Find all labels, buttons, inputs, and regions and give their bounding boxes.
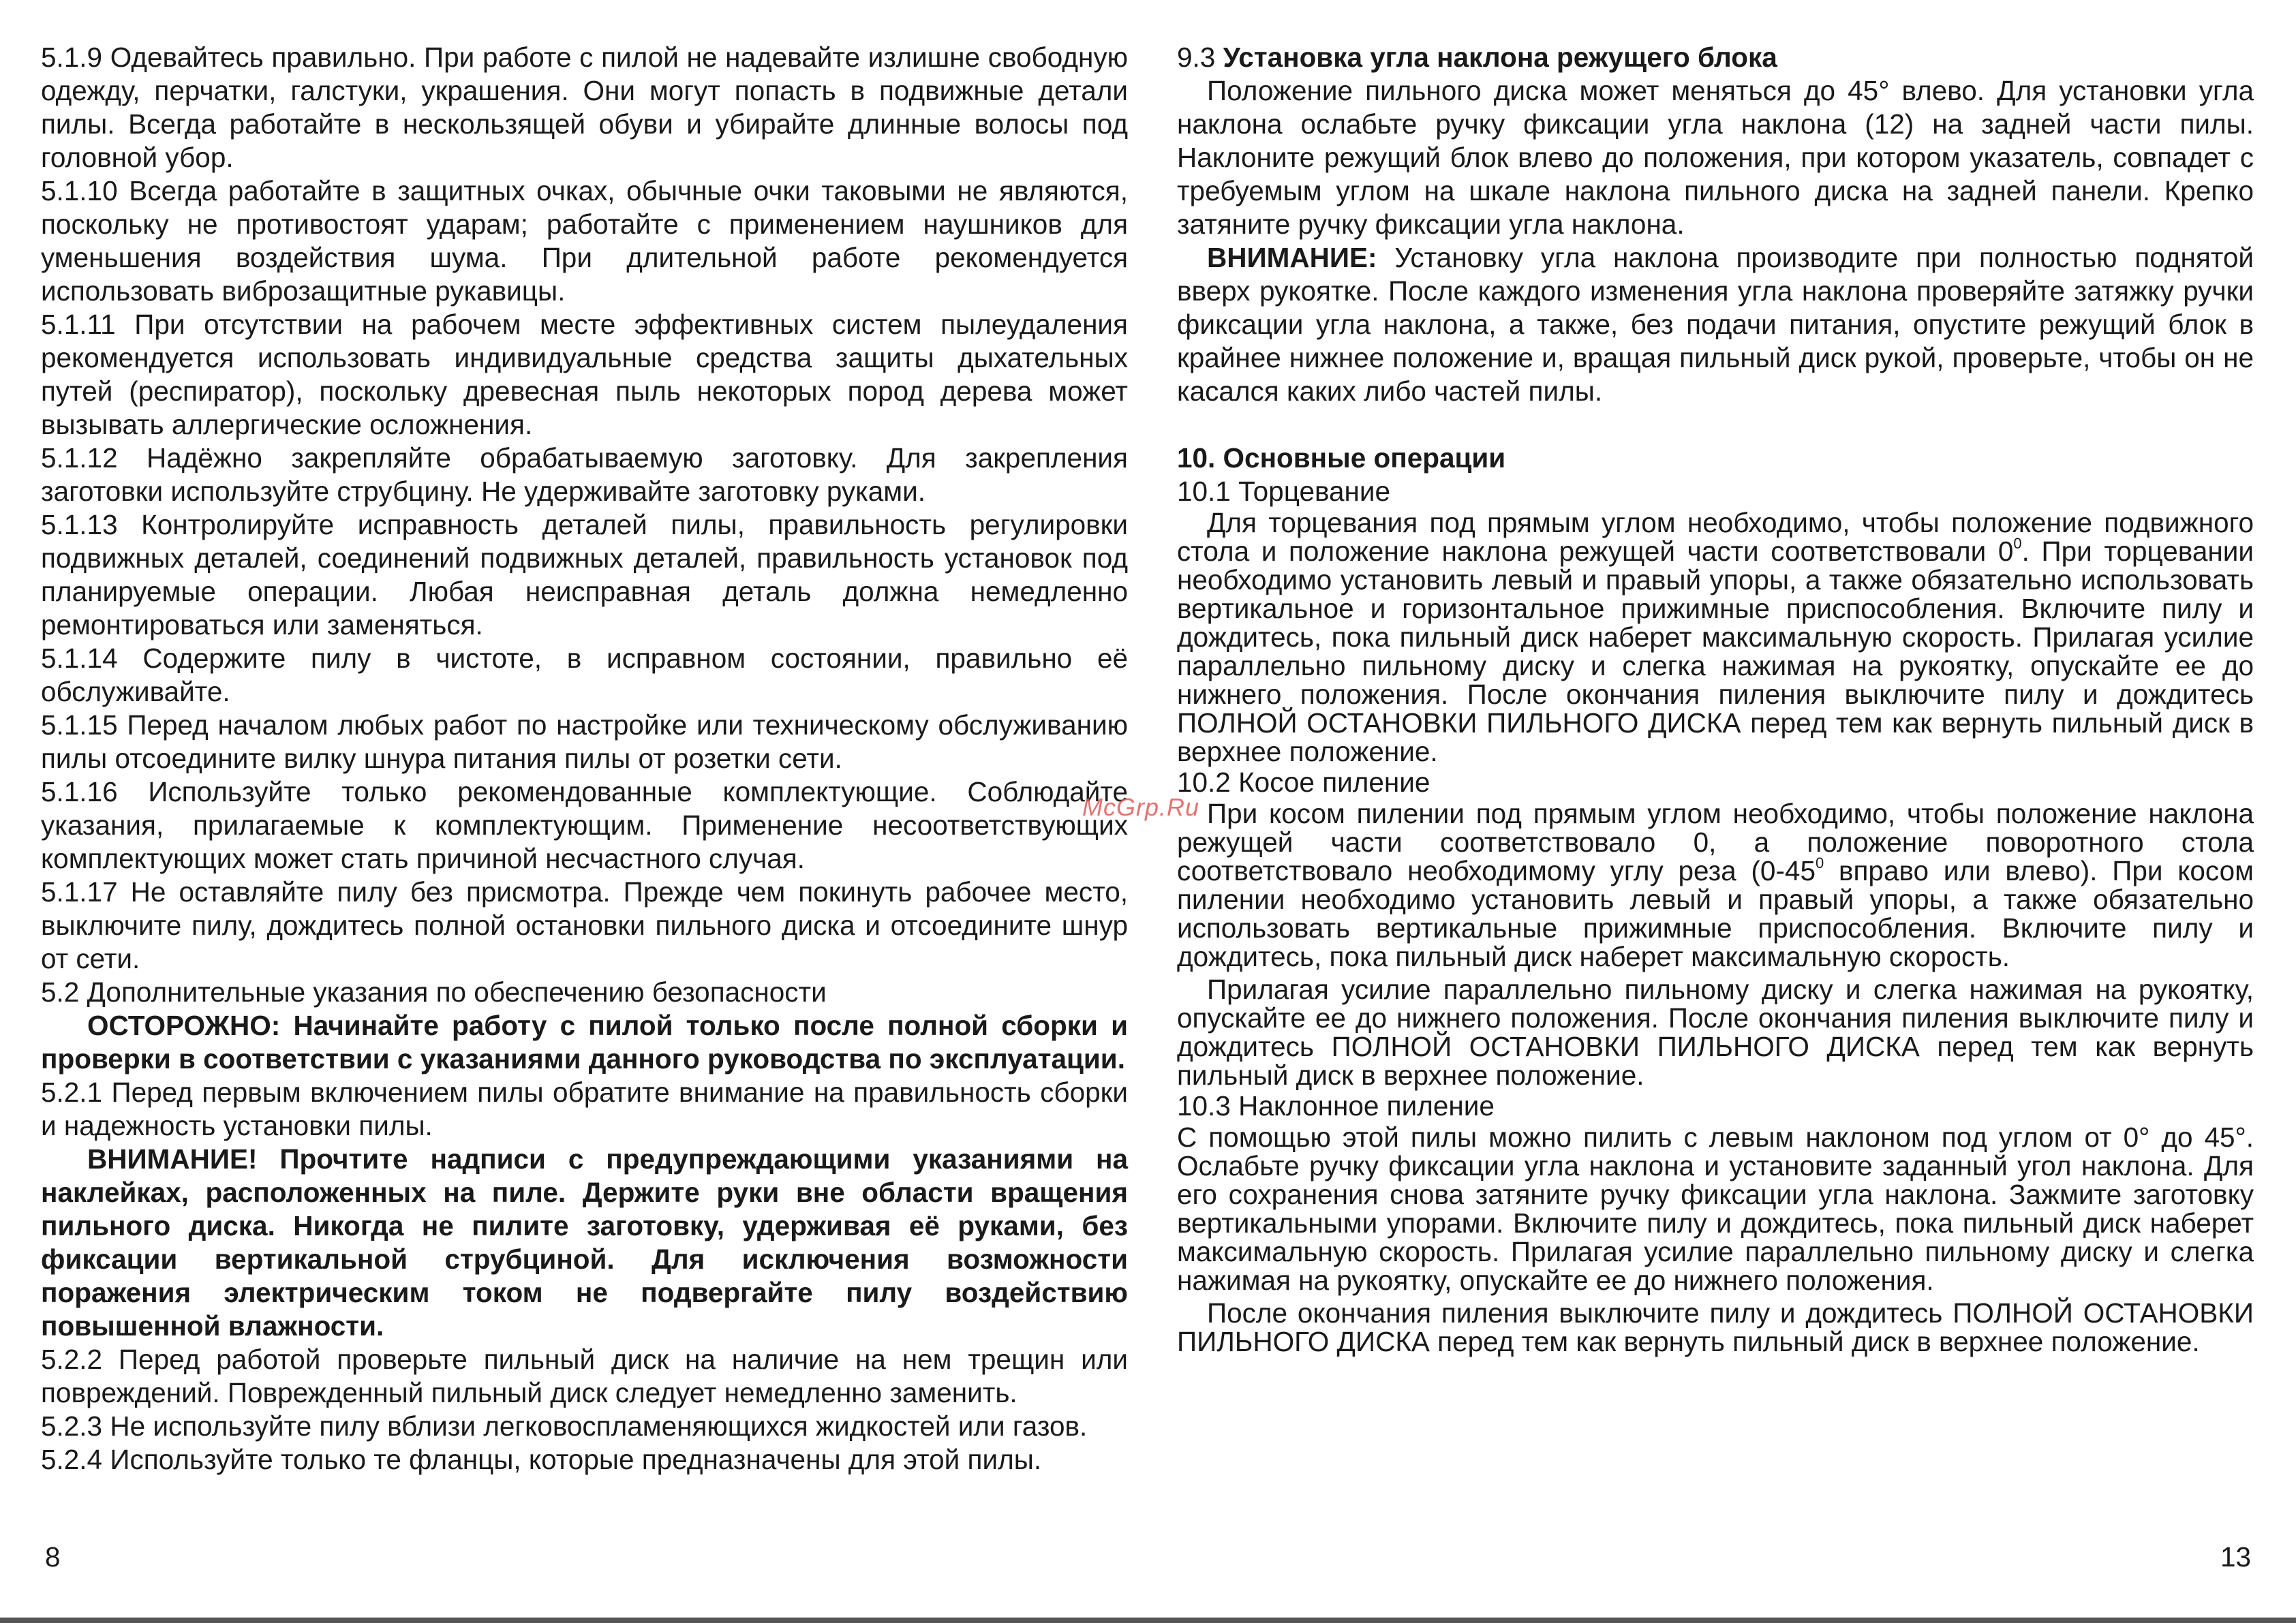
attention-note: ВНИМАНИЕ! Прочтите надписи с предупреждающими указаниями на наклейках, расположенных на пиле. Держите руки вне области вращения пильного диска. Никогда не пилите заготовку, удерживая её руками, без фиксации вертикальной струбциной. Для исключения возможности поражения электрическим током не подвергайте пилу воздействию повышенной влажности.: [41, 1143, 1128, 1342]
para-5-1-15: 5.1.15 Перед началом любых работ по настройке или техническому обслуживанию пилы отсоедините вилку шнура питания пилы от розетки сети.: [41, 709, 1128, 774]
section-10-2-body: [1177, 799, 2254, 971]
para-5-1-11: 5.1.11 При отсутствии на рабочем месте эффективных систем пылеудаления рекомендуется использовать индивидуальные средства защиты дыхательных путей (респиратор), поскольку древесная пыль некоторых пород дерева может вызывать аллергические осложнения.: [41, 309, 1128, 440]
section-9-3-body: Положение пильного диска может меняться до 45° влево. Для установки угла наклона ослабьте ручку фиксации угла наклона (12) на задней части пилы. Наклоните режущий блок влево до положения, при котором указатель, совпадет с требуемым углом на шкале наклона пильного диска на задней панели. Крепко затяните ручку фиксации угла наклона.: [1177, 75, 2254, 240]
para-5-1-13: 5.1.13 Контролируйте исправность деталей пилы, правильность регулировки подвижных деталей, соединений подвижных деталей, правильность установок под планируемые операции. Любая неисправная деталь должна немедленно ремонтироваться или заменяться.: [41, 509, 1128, 640]
section-9-3-title: Установка угла наклона режущего блока: [1223, 42, 1777, 73]
left-column: [41, 41, 1128, 1477]
caution-note: ОСТОРОЖНО: Начинайте работу с пилой только после полной сборки и проверки в соответствии с указаниями данного руководства по эксплуатации.: [41, 1010, 1128, 1075]
section-10-2-heading: 10.2 Косое пиление: [1177, 767, 1430, 798]
section-10-1-text-a: Для торцевания под прямым углом необходимо, чтобы положение подвижного стола и положение наклона режущей части соответствовали 0: [1177, 507, 2254, 567]
para-5-2-1: 5.2.1 Перед первым включением пилы обратите внимание на правильность сборки и надежность установки пилы.: [41, 1077, 1128, 1141]
section-10-1-body: [1177, 508, 2254, 766]
para-5-1-16: 5.1.16 Используйте только рекомендованные комплектующие. Соблюдайте указания, прилагаемые к комплектующим. Применение несоответствующих комплектующих может стать причиной несчастного случая.: [41, 776, 1128, 874]
spacer: [1177, 408, 2254, 442]
degree-mark: 0: [2013, 535, 2022, 552]
section-10-3-heading: 10.3 Наклонное пиление: [1177, 1090, 1495, 1122]
section-10-1-heading: 10.1 Торцевание: [1177, 476, 1391, 507]
watermark: McGrp.Ru: [1082, 793, 1200, 821]
section-9-3-warning: [1177, 241, 2254, 408]
right-column: [1177, 41, 2254, 1356]
section-9-3-heading: [1177, 41, 2254, 74]
section-10-2-text-a: При косом пилении под прямым углом необходимо, чтобы положение наклона режущей части соответствовало 0, а положение поворотного стола соответствовало необходимому углу реза (0-45: [1177, 798, 2254, 886]
section-5-2-heading: 5.2 Дополнительные указания по обеспечению безопасности: [41, 976, 827, 1008]
bottom-edge-rule: [0, 1618, 2296, 1623]
section-10-2-text-b: вправо или влево). При косом пилении необходимо установить левый и правый упоры, а также обязательно использовать вертикальные прижимные приспособления. Включите пилу и дождитесь, пока пильный диск наберет максимальную скорость.: [1177, 855, 2254, 972]
section-10-3-body-cont: После окончания пиления выключите пилу и дождитесь ПОЛНОЙ ОСТАНОВКИ ПИЛЬНОГО ДИСКА перед тем как вернуть пильный диск в верхнее положение.: [1177, 1297, 2254, 1357]
para-5-1-17: 5.1.17 Не оставляйте пилу без присмотра. Прежде чем покинуть рабочее место, выключите пилу, дождитесь полной остановки пильного диска и отсоедините шнур от сети.: [41, 876, 1128, 974]
para-5-1-9: 5.1.9 Одевайтесь правильно. При работе с пилой не надевайте излишне свободную одежду, перчатки, галстуки, украшения. Они могут попасть в подвижные детали пилы. Всегда работайте в нескользящей обуви и убирайте длинные волосы под головной убор.: [41, 42, 1128, 173]
para-5-1-12: 5.1.12 Надёжно закрепляйте обрабатываемую заготовку. Для закрепления заготовки используйте струбцину. Не удерживайте заготовку руками.: [41, 442, 1128, 507]
page-number-left: 8: [45, 1541, 61, 1573]
para-5-1-10: 5.1.10 Всегда работайте в защитных очках, обычные очки таковыми не являются, поскольку не противостоят ударам; работайте с применением наушников для уменьшения воздействия шума. При длительной работе рекомендуется использовать виброзащитные рукавицы.: [41, 175, 1128, 307]
warning-label: ВНИМАНИЕ:: [1207, 242, 1377, 273]
section-10-2-body-cont: Прилагая усилие параллельно пильному диску и слегка нажимая на рукоятку, опускайте ее до нижнего положения. После окончания пиления выключите пилу и дождитесь ПОЛНОЙ ОСТАНОВКИ ПИЛЬНОГО ДИСКА перед тем как вернуть пильный диск в верхнее положение.: [1177, 974, 2254, 1091]
degree-mark: 0: [1815, 854, 1824, 871]
section-10-1-text-b: . При торцевании необходимо установить левый и правый упоры, а также обязательно использовать вертикальное и горизонтальное прижимные приспособления. Включите пилу и дождитесь, пока пильный диск наберет максимальную скорость. Прилагая усилие параллельно пильному диску и слегка нажимая на рукоятку, опускайте ее до нижнего положения. После окончания пиления выключите пилу и дождитесь ПОЛНОЙ ОСТАНОВКИ ПИЛЬНОГО ДИСКА перед тем как вернуть пильный диск в верхнее положение.: [1177, 536, 2254, 767]
section-10-heading: 10. Основные операции: [1177, 442, 1506, 474]
warning-text: Установку угла наклона производите при полностью поднятой вверх рукоятке. После каждого изменения угла наклона проверяйте затяжку ручки фиксации угла наклона, а также, без подачи питания, опустите режущий блок в крайнее нижнее положение и, вращая пильный диск рукой, проверьте, чтобы он не касался каких либо частей пилы.: [1177, 242, 2254, 407]
section-10-3-body: С помощью этой пилы можно пилить с левым наклоном под углом от 0° до 45°. Ослабьте ручку фиксации угла наклона и установите заданный угол наклона. Для его сохранения снова затяните ручку фиксации угла наклона. Зажмите заготовку вертикальными упорами. Включите пилу и дождитесь, пока пильный диск наберет максимальную скорость. Прилагая усилие параллельно пильному диску и слегка нажимая на рукоятку, опускайте ее до нижнего положения.: [1177, 1122, 2254, 1296]
para-5-2-3: 5.2.3 Не используйте пилу вблизи легковоспламеняющихся жидкостей или газов.: [41, 1410, 1088, 1442]
para-5-2-4: 5.2.4 Используйте только те фланцы, которые предназначены для этой пилы.: [41, 1444, 1042, 1475]
section-9-3-number: 9.3: [1177, 42, 1216, 73]
para-5-1-14: 5.1.14 Содержите пилу в чистоте, в исправном состоянии, правильно её обслуживайте.: [41, 643, 1128, 707]
page-number-right: 13: [2220, 1541, 2252, 1573]
para-5-2-2: 5.2.2 Перед работой проверьте пильный диск на наличие на нем трещин или повреждений. Поврежденный пильный диск следует немедленно заменить.: [41, 1344, 1128, 1408]
